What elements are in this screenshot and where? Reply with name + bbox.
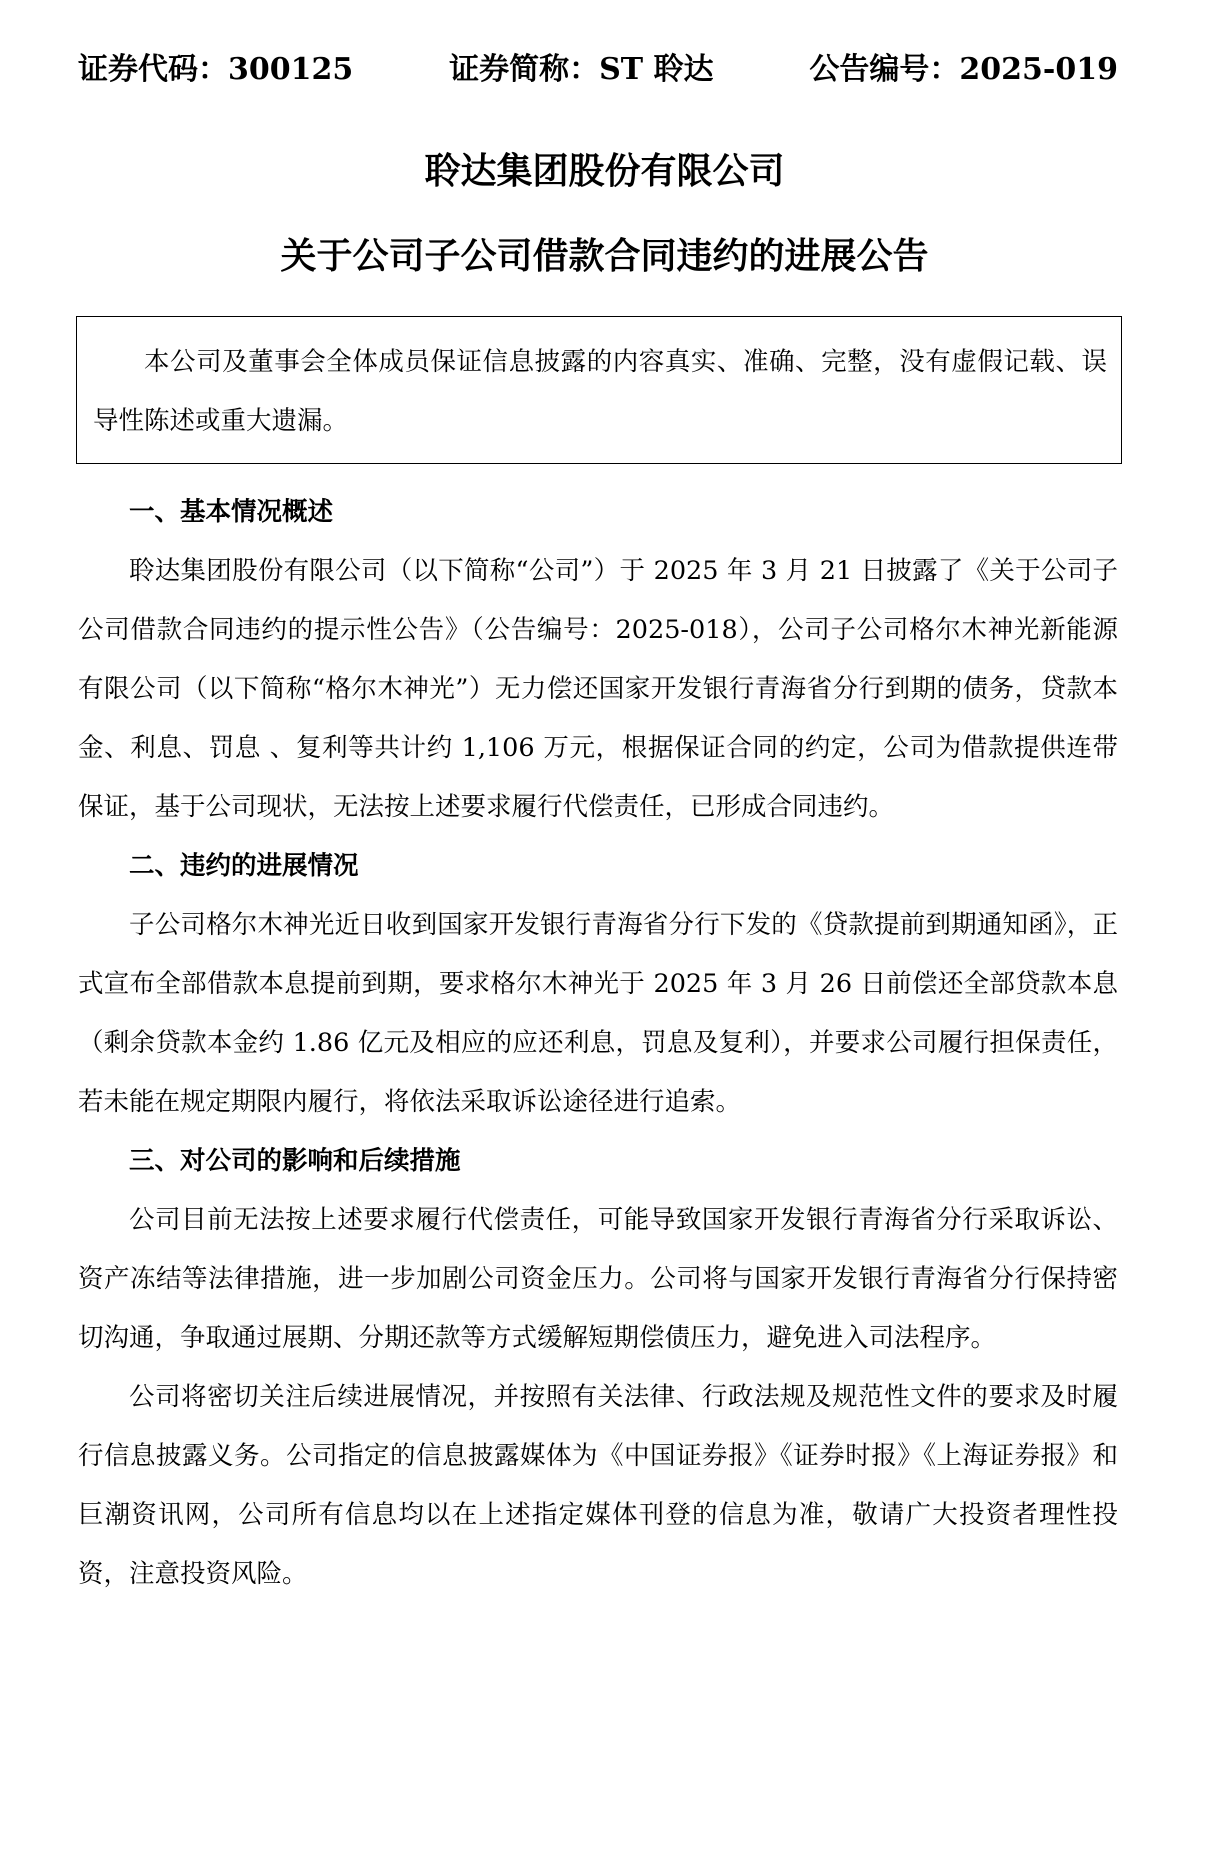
section-heading: 三、对公司的影响和后续措施	[129, 1146, 461, 1176]
stock-code: 证券代码：300125	[78, 52, 354, 87]
company-title: 聆达集团股份有限公司	[424, 151, 785, 192]
announcement-body	[78, 483, 1118, 1604]
document-header	[78, 44, 1118, 88]
board-statement-box: 本公司及董事会全体成员保证信息披露的内容真实、准确、完整，没有虚假记载、误导性陈述或重大遗漏。	[76, 316, 1122, 464]
section-heading: 二、违约的进展情况	[129, 851, 359, 881]
section-paragraph: 公司将密切关注后续进展情况，并按照有关法律、行政法规及规范性文件的要求及时履行信息披露义务。公司指定的信息披露媒体为《中国证券报》《证券时报》《上海证券报》和巨潮资讯网，公司所有信息均以在上述指定媒体刊登的信息为准，敬请广大投资者理性投资，注意投资风险。	[78, 1382, 1118, 1589]
stock-abbreviation: 证券简称：ST 聆达	[449, 52, 714, 87]
section-heading: 一、基本情况概述	[129, 497, 334, 527]
announcement-title: 关于公司子公司借款合同违约的进展公告	[280, 236, 929, 277]
announcement-number: 公告编号：2025-019	[809, 52, 1118, 87]
section-paragraph: 公司目前无法按上述要求履行代偿责任，可能导致国家开发银行青海省分行采取诉讼、资产冻结等法律措施，进一步加剧公司资金压力。公司将与国家开发银行青海省分行保持密切沟通，争取通过展期、分期还款等方式缓解短期偿债压力，避免进入司法程序。	[78, 1205, 1118, 1353]
section-paragraph: 子公司格尔木神光近日收到国家开发银行青海省分行下发的《贷款提前到期通知函》，正式宣布全部借款本息提前到期，要求格尔木神光于 2025 年 3 月 26 日前偿还全部贷款本息（剩余贷款本金约 1.86 亿元及相应的应还利息，罚息及复利），并要求公司履行担保责任，若未能在规定期限内履行，将依法采取诉讼途径进行追索。	[78, 910, 1118, 1117]
section-paragraph: 聆达集团股份有限公司（以下简称“公司”）于 2025 年 3 月 21 日披露了《关于公司子公司借款合同违约的提示性公告》（公告编号：2025-018），公司子公司格尔木神光新能源有限公司（以下简称“格尔木神光”）无力偿还国家开发银行青海省分行到期的债务，贷款本金、利息、罚息 、复利等共计约 1,106 万元，根据保证合同的约定，公司为借款提供连带保证，基于公司现状，无法按上述要求履行代偿责任，已形成合同违约。	[78, 556, 1118, 822]
